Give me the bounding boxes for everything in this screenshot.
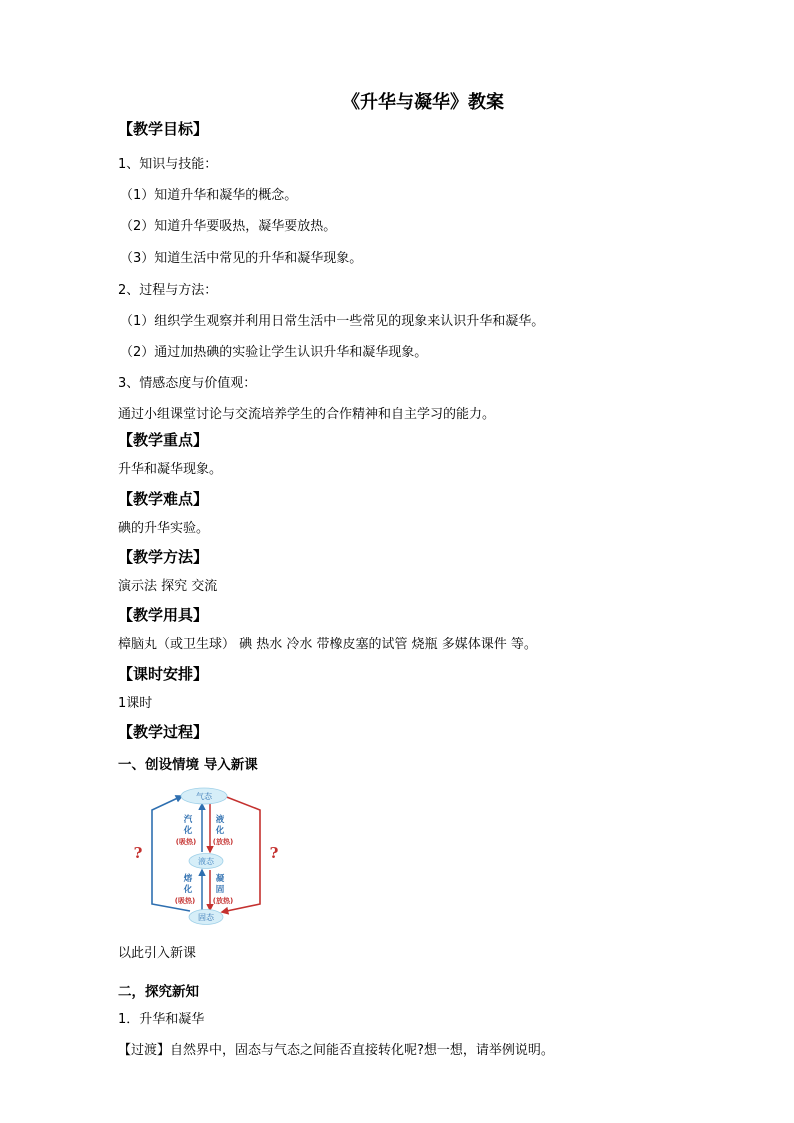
liquefy-char-1: 液: [215, 815, 225, 825]
solid-state-label: 固态: [198, 913, 214, 922]
vaporize-char-1: 汽: [183, 815, 193, 825]
vaporize-char-2: 化: [183, 826, 193, 836]
liquid-state-label: 液态: [198, 857, 214, 866]
melt-note: (吸热): [174, 897, 196, 905]
state-change-diagram: [130, 786, 286, 926]
methods-text: 演示法 探究 交流: [118, 579, 218, 594]
objectives-item: （2）知道升华要吸热，凝华要放热。: [120, 219, 337, 234]
objectives-item: （1）组织学生观察并利用日常生活中一些常见的现象来认识升华和凝华。: [120, 314, 545, 329]
process-heading: 【教学过程】: [118, 723, 209, 741]
solidify-char-1: 凝: [215, 874, 225, 884]
objectives-section-1: 1、知识与技能：: [118, 157, 218, 172]
objectives-item: （2）通过加热碘的实验让学生认识升华和凝华现象。: [120, 345, 428, 360]
process-item-1: 1．升华和凝华: [118, 1012, 205, 1027]
question-mark-left: ?: [133, 844, 143, 862]
difficulty-text: 碘的升华实验。: [118, 521, 210, 536]
solidify-note: (放热): [212, 897, 234, 905]
solidify-char-2: 固: [215, 885, 225, 895]
melt-char-1: 熔: [183, 874, 193, 884]
process-part-1: 一、创设情境 导入新课: [118, 757, 258, 773]
schedule-text: 1课时: [118, 696, 153, 711]
transition-tag: 【过渡】: [118, 1043, 171, 1058]
intro-text: 以此引入新课: [118, 946, 197, 961]
objectives-item: （1）知道升华和凝华的概念。: [120, 188, 298, 203]
question-mark-right: ?: [269, 844, 279, 862]
objectives-item: （3）知道生活中常见的升华和凝华现象。: [120, 251, 363, 266]
difficulty-heading: 【教学难点】: [118, 490, 209, 508]
key-point-heading: 【教学重点】: [118, 431, 209, 449]
gas-state-label: 气态: [196, 792, 212, 801]
outer-right-arrow: [222, 796, 260, 912]
liquefy-note: (放热): [212, 838, 234, 846]
process-part-2: 二，探究新知: [118, 984, 199, 1000]
document-title: 《升华与凝华》教案: [342, 92, 504, 113]
objectives-heading: 【教学目标】: [118, 120, 209, 138]
transition-line: [118, 1043, 554, 1059]
objectives-section-3: 3、情感态度与价值观：: [118, 376, 257, 391]
schedule-heading: 【课时安排】: [118, 665, 209, 683]
objectives-text: 通过小组课堂讨论与交流培养学生的合作精神和自主学习的能力。: [118, 407, 496, 422]
tools-heading: 【教学用具】: [118, 606, 209, 624]
objectives-section-2: 2、过程与方法：: [118, 283, 218, 298]
liquefy-char-2: 化: [215, 826, 225, 836]
key-point-text: 升华和凝华现象。: [118, 462, 223, 477]
transition-text: 自然界中，固态与气态之间能否直接转化呢?想一想，请举例说明。: [170, 1043, 554, 1058]
methods-heading: 【教学方法】: [118, 548, 209, 566]
vaporize-note: (吸热): [175, 838, 197, 846]
tools-text: 樟脑丸（或卫生球） 碘 热水 冷水 带橡皮塞的试管 烧瓶 多媒体课件 等。: [118, 637, 537, 652]
melt-char-2: 化: [183, 885, 193, 895]
